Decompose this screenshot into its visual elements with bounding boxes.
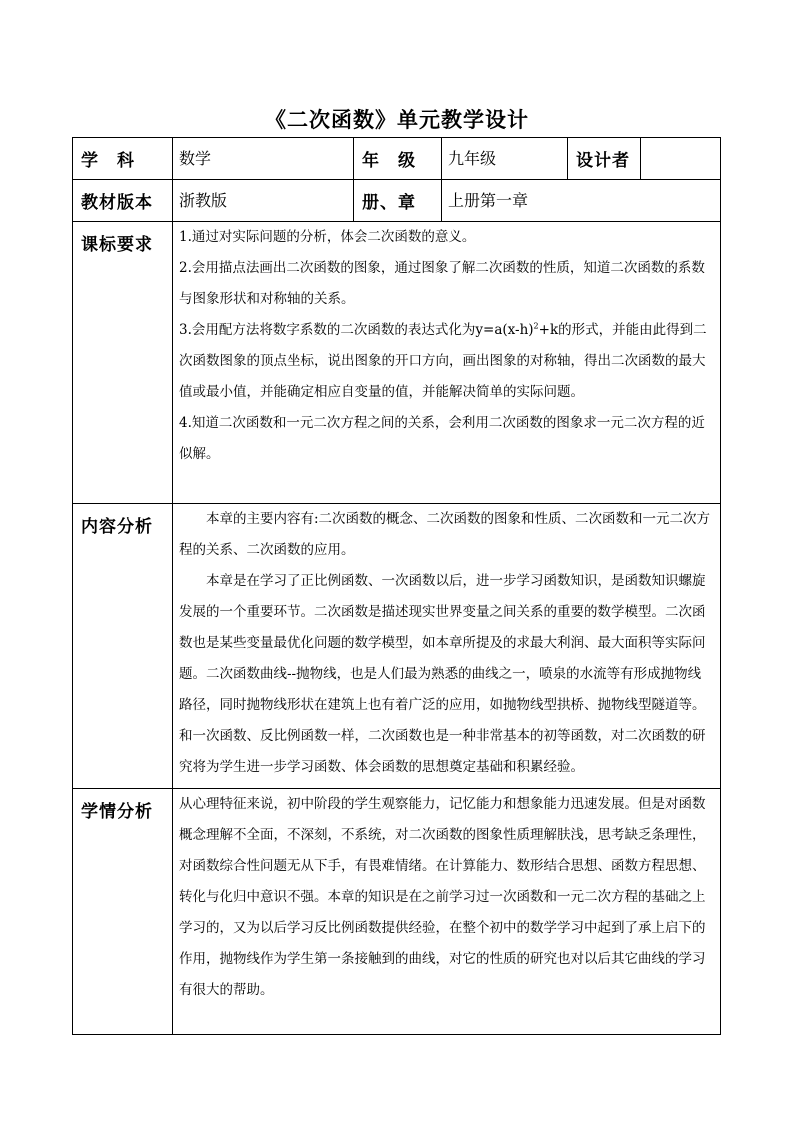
exponent: 2: [533, 321, 539, 331]
subject-label: 学 科: [73, 138, 173, 180]
row-students: [73, 789, 721, 1035]
designer-value: [641, 138, 721, 180]
edition-value: 浙教版: [173, 180, 354, 222]
content-analysis: [173, 504, 721, 789]
requirement-item-2: 2.会用描点法画出二次函数的图象，通过图象了解二次函数的性质，知道二次函数的系数与图象形状和对称轴的关系。: [179, 260, 705, 307]
students-label: 学情分析: [73, 789, 173, 1035]
students-analysis: [173, 789, 721, 1035]
grade-value: 九年级: [442, 138, 568, 180]
requirements-label: 课标要求: [73, 222, 173, 504]
requirements-content: [173, 222, 721, 504]
row-subject: [73, 138, 721, 180]
volume-label: 册、章: [354, 180, 442, 222]
content-paragraph-1: 本章的主要内容有:二次函数的概念、二次函数的图象和性质、二次函数和一元二次方程的关系、二次函数的应用。: [179, 511, 711, 558]
volume-value: 上册第一章: [442, 180, 721, 222]
edition-label: 教材版本: [73, 180, 173, 222]
content-label: 内容分析: [73, 504, 173, 789]
requirement-item-3: 3.会用配方法将数字系数的二次函数的表达式化为$y=a(x-h)^2+k$的形式，并能由此得到二次函数图象的顶点坐标，说出图象的开口方向，画出图象的对称轴，得出二次函数的最大值或最小值，并能确定相应自变量的值，并能解决简单的实际问题。: [179, 321, 707, 400]
designer-label: 设计者: [568, 138, 641, 180]
row-content: [73, 504, 721, 789]
students-paragraph-1: 从心理特征来说，初中阶段的学生观察能力，记忆能力和想象能力迅速发展。但是对函数概念理解不全面，不深刻，不系统，对二次函数的图象性质理解肤浅，思考缺乏条理性，对函数综合性问题无从下手，有畏难情绪。在计算能力、数形结合思想、函数方程思想、转化与化归中意识不强。本章的知识是在之前学习过一次函数和一元二次方程的基础之上学习的，又为以后学习反比例函数提供经验，在整个初中的数学学习中起到了承上启下的作用，抛物线作为学生第一条接触到的曲线，对它的性质的研究也对以后其它曲线的学习有很大的帮助。: [179, 796, 706, 998]
subject-value: 数学: [173, 138, 354, 180]
requirement-item-4: 4.知道二次函数和一元二次方程之间的关系，会利用二次函数的图象求一元二次方程的近似解。: [179, 415, 705, 462]
content-paragraph-2: 本章是在学习了正比例函数、一次函数以后，进一步学习函数知识，是函数知识螺旋发展的一个重要环节。二次函数是描述现实世界变量之间关系的重要的数学模型。二次函数也是某些变量最优化问题的数学模型，如本章所提及的求最大利润、最大面积等实际问题。二次函数曲线--抛物线，也是人们最为熟悉的曲线之一，喷泉的水流等有形成抛物线路径，同时抛物线形状在建筑上也有着广泛的应用，如抛物线型拱桥、抛物线型隧道等。和一次函数、反比例函数一样，二次函数也是一种非常基本的初等函数，对二次函数的研究将为学生进一步学习函数、体会函数的思想奠定基础和积累经验。: [179, 573, 706, 775]
row-edition: [73, 180, 721, 222]
document-title: 《二次函数》单元教学设计: [265, 107, 529, 132]
requirement-item-1: 1.通过对实际问题的分析，体会二次函数的意义。: [179, 229, 476, 245]
design-table: [72, 137, 721, 1035]
grade-label: 年 级: [354, 138, 442, 180]
row-requirements: [73, 222, 721, 504]
